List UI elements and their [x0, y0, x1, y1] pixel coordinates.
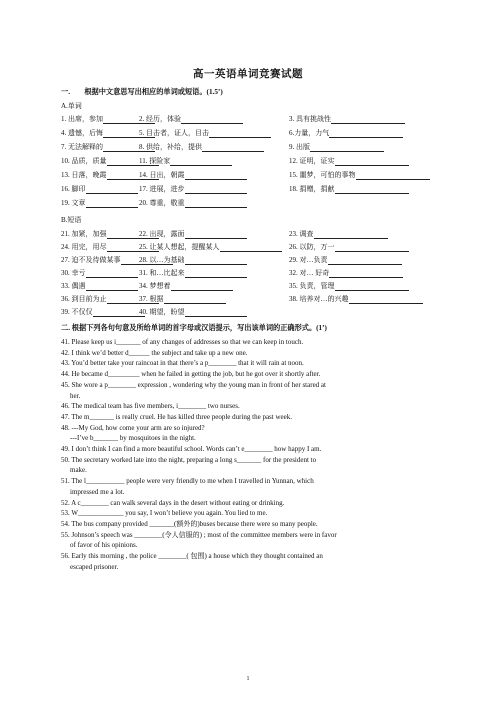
- vocab-item-label: 40. 期望，盼望: [139, 308, 185, 316]
- vocab-row: [61, 294, 441, 304]
- vocab-item-label: 39. 不仅仅: [61, 308, 93, 316]
- answer-blank[interactable]: [181, 116, 243, 124]
- vocab-item: [289, 170, 430, 180]
- vocab-row: [61, 198, 441, 208]
- vocab-item: [139, 294, 226, 304]
- vocab-row: [61, 229, 441, 239]
- vocab-item-label: 28. 以…为基础: [139, 256, 185, 264]
- question-line: 50. The secretary worked late into the night, preparing a long s_______ for the president to: [61, 455, 317, 464]
- vocab-item: [139, 198, 247, 208]
- vocab-item: [289, 142, 384, 152]
- vocab-item-label: 18. 捐赠，捐献: [289, 185, 335, 193]
- vocab-item: [61, 268, 138, 278]
- section1-b-label: B.短语: [61, 216, 82, 224]
- vocab-item-label: 1. 出席，参加: [61, 115, 103, 123]
- vocab-item-label: 37. 根据: [139, 295, 164, 303]
- vocab-item-label: 7. 无法解释的: [61, 143, 103, 151]
- vocab-item-label: 38. 培养对…的兴趣: [289, 295, 349, 303]
- vocab-item-label: 3. 具有挑战性: [289, 115, 331, 123]
- vocab-item-label: 17. 进展，进步: [139, 185, 185, 193]
- answer-blank[interactable]: [349, 296, 423, 304]
- answer-blank[interactable]: [329, 270, 403, 278]
- answer-blank[interactable]: [185, 231, 247, 239]
- answer-blank[interactable]: [185, 200, 247, 208]
- question-line: 54. The bus company provided _______(额外的)buses because there were so many people.: [61, 519, 318, 528]
- page-title: 高一英语单词竞赛试题: [193, 69, 303, 80]
- answer-blank[interactable]: [86, 200, 138, 208]
- vocab-item-label: 34. 梦想着: [139, 282, 171, 290]
- section1-heading: 一. 根据中文意思写出相应的单词或短语。(1.5’): [61, 88, 223, 96]
- vocab-item: [139, 170, 247, 180]
- vocab-row: [61, 268, 441, 278]
- vocab-item: [289, 242, 409, 252]
- answer-blank[interactable]: [331, 116, 405, 124]
- vocab-item-label: 6.力量，力气: [289, 129, 330, 137]
- question-line: 47. The m_______ is really cruel. He has killed three people during the past week.: [61, 412, 292, 421]
- answer-blank[interactable]: [185, 309, 247, 317]
- vocab-item: [289, 184, 409, 194]
- vocab-item-label: 26. 以防，万一: [289, 243, 335, 251]
- vocab-item-label: 22. 出现，露面: [139, 230, 185, 238]
- section1-a-label: A.单词: [61, 102, 82, 110]
- question-line: impressed me a lot.: [70, 487, 125, 496]
- answer-blank[interactable]: [185, 186, 247, 194]
- vocab-row: [61, 184, 441, 194]
- answer-blank[interactable]: [335, 244, 409, 252]
- question-line: her.: [70, 391, 81, 400]
- answer-blank[interactable]: [202, 144, 264, 152]
- vocab-item-label: 33. 偶遇: [61, 282, 86, 290]
- vocab-item-label: 35. 负责，管理: [289, 282, 335, 290]
- vocab-item-label: 24. 用完，用尽: [61, 243, 107, 251]
- vocab-item-label: 11. 探险家: [139, 157, 171, 165]
- vocab-row: [61, 242, 441, 252]
- answer-blank[interactable]: [164, 296, 226, 304]
- section2-heading: 二. 根据下列各句句意及所给单词的首字母或汉语提示，写出该单词的正确形式。(1’): [61, 324, 327, 332]
- answer-blank[interactable]: [185, 172, 247, 180]
- vocab-item-label: 2. 经历，体验: [139, 115, 181, 123]
- question-line: 51. The l___________ people were very friendly to me when I travelled in Yunnan, which: [61, 477, 314, 486]
- vocab-item-label: 32. 对… 好奇: [289, 269, 330, 277]
- answer-blank[interactable]: [93, 309, 145, 317]
- vocab-item: [289, 281, 409, 291]
- vocab-item: [61, 184, 138, 194]
- vocab-item: [289, 268, 403, 278]
- vocab-item-label: 27. 迫不及待做某事: [61, 256, 121, 264]
- question-line: 56. Early this morning , the police ________( 包围) a house which they thought contained an: [61, 552, 323, 560]
- vocab-item: [289, 114, 405, 124]
- vocab-item: [139, 242, 282, 252]
- vocab-row: [61, 114, 441, 124]
- vocab-item-label: 30. 幸亏: [61, 269, 86, 277]
- vocab-row: [61, 307, 441, 317]
- vocab-item-label: 21. 加紧，加强: [61, 230, 107, 238]
- answer-blank[interactable]: [328, 257, 402, 265]
- question-line: 55. Johnson’s speech was ________(令人信服的) ; most of the committee members were in favor: [61, 530, 337, 539]
- answer-blank[interactable]: [335, 186, 409, 194]
- vocab-item-label: 5. 目击者，证人，目击: [139, 129, 209, 137]
- vocab-item: [139, 307, 247, 317]
- vocab-item: [139, 142, 264, 152]
- question-line: 52. A c________ can walk several days in the desert without eating or drinking.: [61, 498, 285, 507]
- answer-blank[interactable]: [335, 283, 409, 291]
- answer-blank[interactable]: [356, 172, 430, 180]
- vocab-item: [61, 307, 145, 317]
- question-line: 41. Please keep us i_______ of any changes of addresses so that we can keep in touch.: [61, 338, 304, 346]
- answer-blank[interactable]: [86, 270, 138, 278]
- vocab-item-label: 10. 品质，质量: [61, 157, 107, 165]
- vocab-item: [139, 114, 243, 124]
- question-line: 48. ---My God, how come your arm are so injured?: [61, 423, 205, 432]
- answer-blank[interactable]: [170, 158, 232, 166]
- answer-blank[interactable]: [185, 270, 247, 278]
- vocab-item-label: 9. 出版: [289, 143, 310, 151]
- answer-blank[interactable]: [209, 130, 271, 138]
- question-line: 45. She wore a p________ expression , wondering why the young man in front of her stared at: [61, 380, 326, 389]
- vocab-item: [289, 294, 423, 304]
- question-line: 42. I think we’d better d______ the subject and take up a new one.: [61, 348, 248, 357]
- answer-blank[interactable]: [329, 130, 403, 138]
- vocab-item: [139, 229, 247, 239]
- answer-blank[interactable]: [171, 283, 233, 291]
- page-number: 1: [246, 676, 250, 682]
- vocab-row: [61, 142, 441, 152]
- vocab-item-label: 16. 脚印: [61, 185, 86, 193]
- vocab-item-label: 8. 供给，补给，提供: [139, 143, 202, 151]
- vocab-item: [139, 184, 247, 194]
- vocab-item-label: 13. 日落，晚霞: [61, 171, 107, 179]
- vocab-item: [139, 156, 232, 166]
- question-line: 43. You’d better take your raincoat in that there’s a p________ that it will rain at noon.: [61, 359, 304, 368]
- answer-blank[interactable]: [220, 244, 282, 252]
- vocab-item-label: 36. 到目前为止: [61, 295, 107, 303]
- question-line: 53. W_____________ you say, I won’t believe you again. You lied to me.: [61, 509, 268, 518]
- question-line: of favor of his opinions.: [70, 541, 138, 550]
- question-line: escaped prisoner.: [70, 562, 119, 571]
- vocab-item-label: 23. 调查: [289, 230, 314, 238]
- vocab-item-label: 12. 证明，证实: [289, 157, 335, 165]
- vocab-row: [61, 170, 441, 180]
- vocab-item: [139, 281, 233, 291]
- answer-blank[interactable]: [185, 257, 247, 265]
- vocab-row: [61, 281, 441, 291]
- vocab-item: [289, 255, 402, 265]
- question-line: 49. I don’t think I can find a more beautiful school. Words can’t e________ how happy I am.: [61, 445, 322, 453]
- vocab-row: [61, 128, 441, 138]
- vocab-item-label: 20. 尊重，敬重: [139, 199, 185, 207]
- question-line: 44. He became d_________ when he failed in getting the job, but he got over it shortly after.: [61, 370, 321, 379]
- answer-blank[interactable]: [310, 144, 384, 152]
- vocab-item: [289, 156, 409, 166]
- vocab-item: [289, 229, 388, 239]
- vocab-row: [61, 156, 441, 166]
- answer-blank[interactable]: [86, 283, 138, 291]
- question-line: 46. The medical team has five members, i________ two nurses.: [61, 402, 240, 411]
- vocab-item: [289, 128, 403, 138]
- vocab-item-label: 25. 让某人想起，提醒某人: [139, 243, 220, 251]
- vocab-item-label: 19. 文章: [61, 199, 86, 207]
- answer-blank[interactable]: [335, 158, 409, 166]
- vocab-item-label: 4. 遗憾，后悔: [61, 129, 103, 137]
- vocab-item-label: 29. 对…负责: [289, 256, 328, 264]
- vocab-item: [139, 268, 247, 278]
- vocab-item: [139, 128, 271, 138]
- vocab-row: [61, 255, 441, 265]
- answer-blank[interactable]: [314, 231, 388, 239]
- vocab-item-label: 31. 和…比起来: [139, 269, 185, 277]
- question-line: make.: [70, 466, 87, 475]
- vocab-item: [139, 255, 247, 265]
- vocab-item-label: 15. 噩梦，可怕的事物: [289, 171, 356, 179]
- question-line: ---I’ve b_______ by mosquitoes in the night.: [70, 434, 196, 443]
- answer-blank[interactable]: [86, 186, 138, 194]
- vocab-item-label: 14. 日出，朝霞: [139, 171, 185, 179]
- vocab-item: [61, 198, 138, 208]
- vocab-item: [61, 281, 138, 291]
